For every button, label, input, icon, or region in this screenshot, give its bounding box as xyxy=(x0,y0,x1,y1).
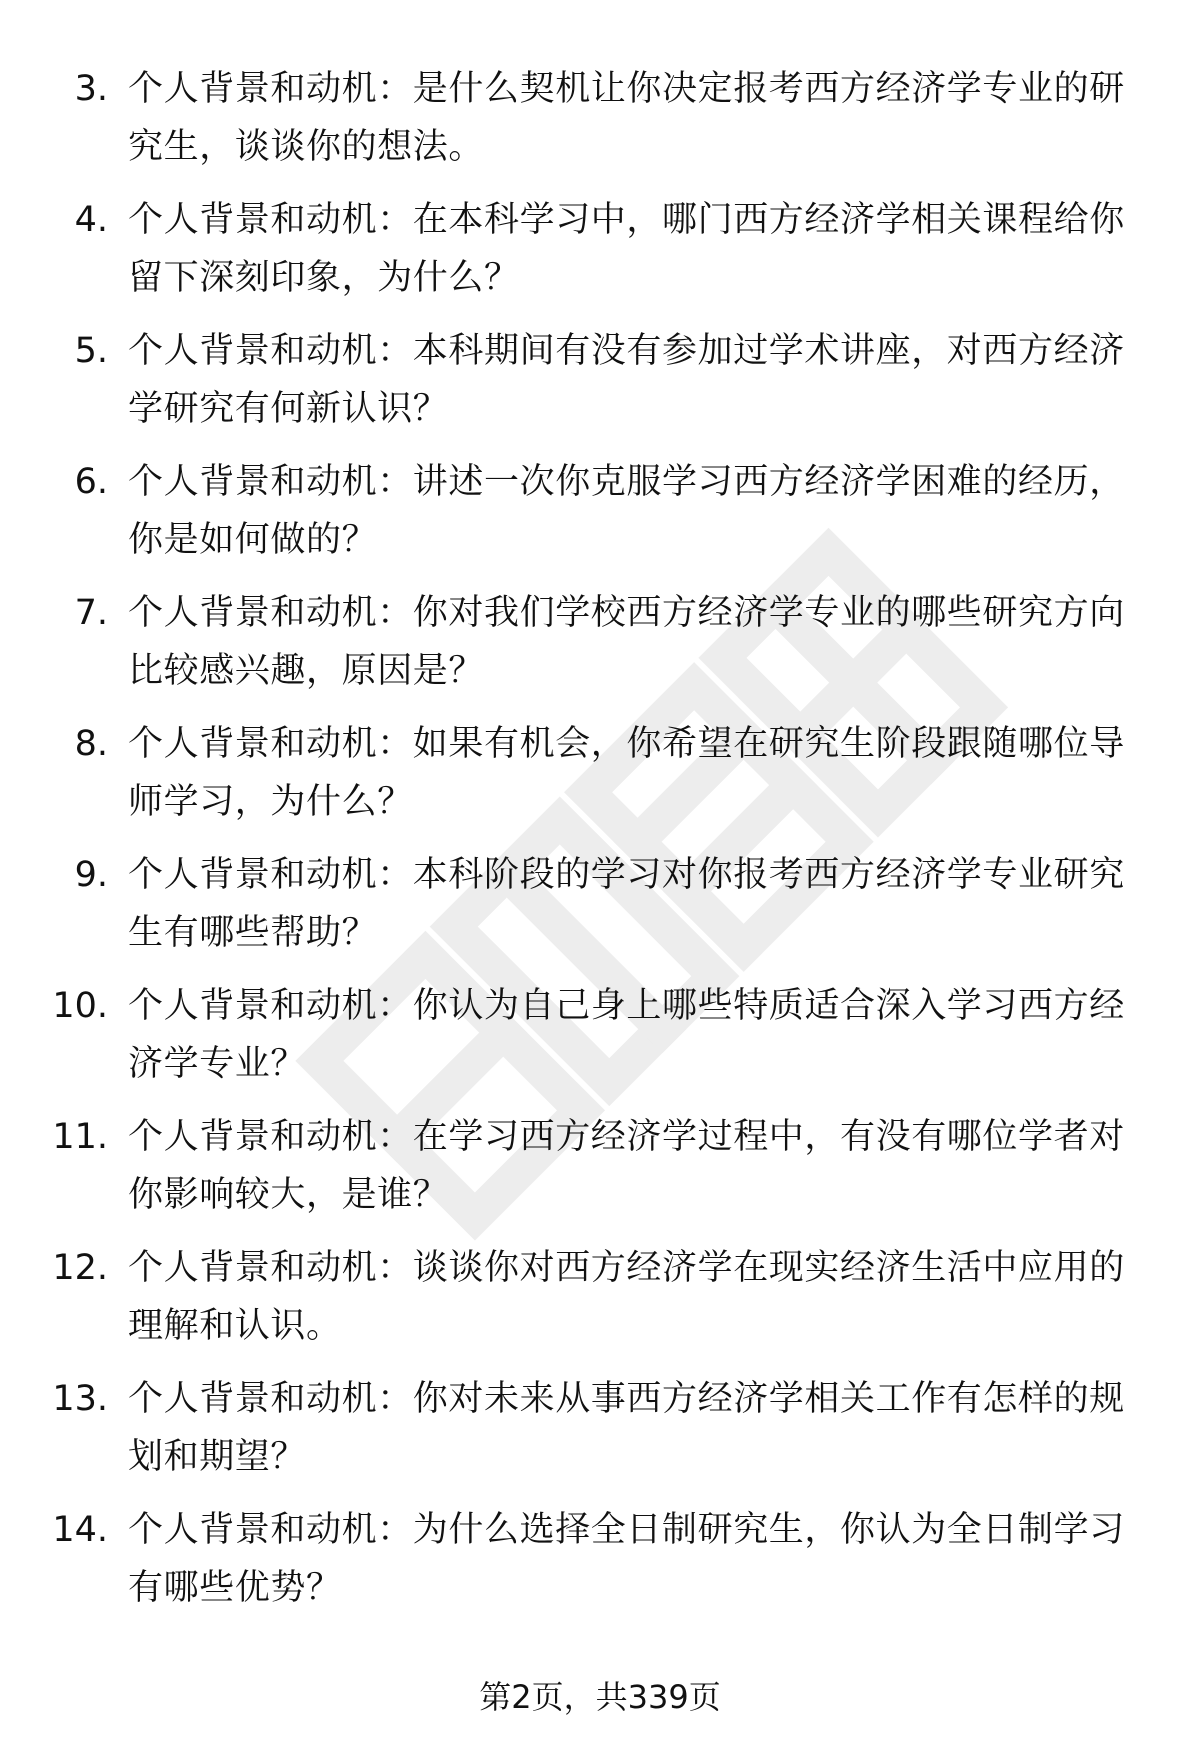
question-number: 13. xyxy=(52,1379,108,1419)
question-number: 10. xyxy=(52,986,108,1026)
question-text: 个人背景和动机：你对我们学校西方经济学专业的哪些研究方向比较感兴趣，原因是？ xyxy=(128,593,1125,691)
question-text: 个人背景和动机：讲述一次你克服学习西方经济学困难的经历，你是如何做的？ xyxy=(128,462,1125,560)
question-item xyxy=(0,1362,1200,1493)
question-number: 7. xyxy=(74,593,108,633)
question-number: 3. xyxy=(74,69,108,109)
page-number-footer: 第2页，共339页 xyxy=(479,1678,721,1716)
question-text: 个人背景和动机：本科期间有没有参加过学术讲座，对西方经济学研究有何新认识？ xyxy=(128,331,1125,429)
question-text: 个人背景和动机：谈谈你对西方经济学在现实经济生活中应用的理解和认识。 xyxy=(128,1248,1125,1346)
question-item xyxy=(0,1100,1200,1231)
question-number: 4. xyxy=(74,200,108,240)
question-item xyxy=(0,52,1200,183)
question-text: 个人背景和动机：是什么契机让你决定报考西方经济学专业的研究生，谈谈你的想法。 xyxy=(128,69,1125,167)
question-number: 12. xyxy=(52,1248,108,1288)
question-text: 个人背景和动机：在本科学习中，哪门西方经济学相关课程给你留下深刻印象，为什么？ xyxy=(128,200,1125,298)
question-item xyxy=(0,445,1200,576)
question-number: 11. xyxy=(52,1117,108,1157)
question-item xyxy=(0,838,1200,969)
question-text: 个人背景和动机：本科阶段的学习对你报考西方经济学专业研究生有哪些帮助？ xyxy=(128,855,1125,953)
question-number: 14. xyxy=(52,1510,108,1550)
question-item xyxy=(0,969,1200,1100)
question-item xyxy=(0,707,1200,838)
question-text: 个人背景和动机：你认为自己身上哪些特质适合深入学习西方经济学专业？ xyxy=(128,986,1125,1084)
question-number: 5. xyxy=(74,331,108,371)
question-text: 个人背景和动机：你对未来从事西方经济学相关工作有怎样的规划和期望？ xyxy=(128,1379,1125,1477)
question-number: 8. xyxy=(74,724,108,764)
question-item xyxy=(0,183,1200,314)
question-number: 9. xyxy=(74,855,108,895)
question-item xyxy=(0,314,1200,445)
question-text: 个人背景和动机：在学习西方经济学过程中，有没有哪位学者对你影响较大，是谁？ xyxy=(128,1117,1125,1215)
question-item xyxy=(0,576,1200,707)
question-item xyxy=(0,1231,1200,1362)
question-number: 6. xyxy=(74,462,108,502)
question-list xyxy=(0,52,1200,1624)
question-text: 个人背景和动机：如果有机会，你希望在研究生阶段跟随哪位导师学习，为什么？ xyxy=(128,724,1125,822)
question-item xyxy=(0,1493,1200,1624)
question-text: 个人背景和动机：为什么选择全日制研究生，你认为全日制学习有哪些优势？ xyxy=(128,1510,1125,1608)
